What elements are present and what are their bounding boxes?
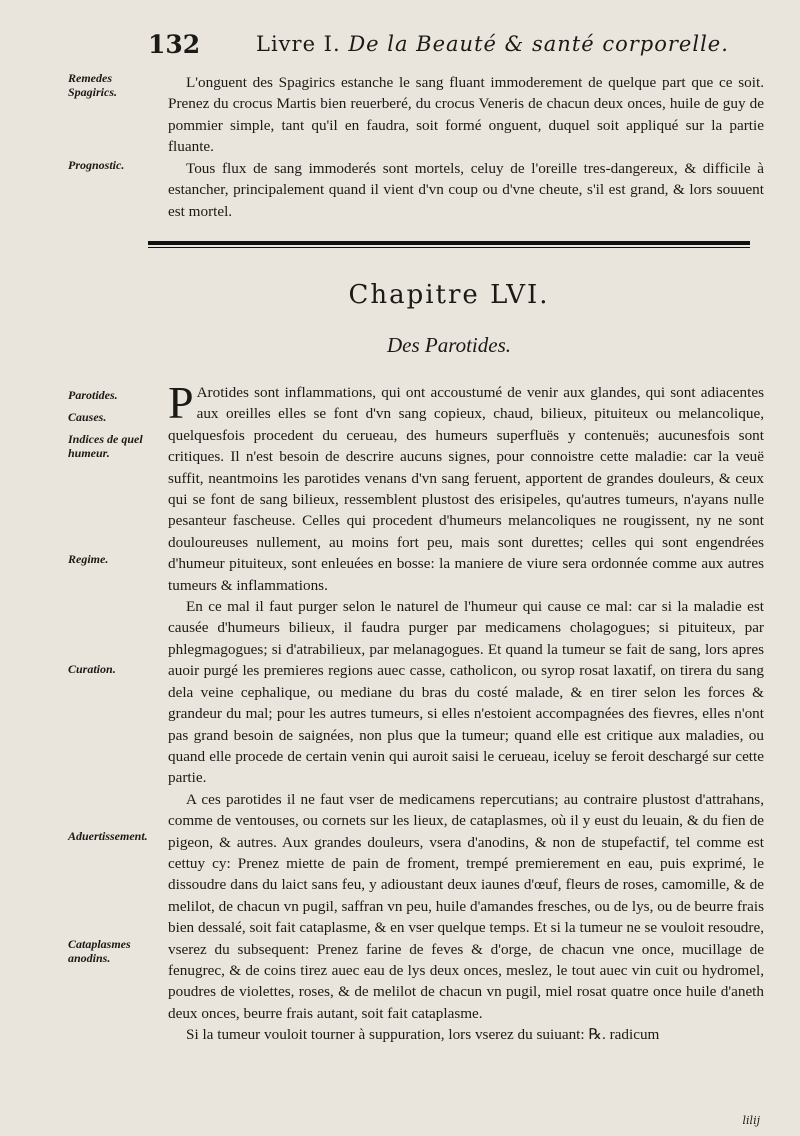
- section-rule-thin: [148, 247, 750, 248]
- chapter-title: Chapitre LVI.: [348, 280, 550, 310]
- paragraph-remedes-text: L'onguent des Spagirics estanche le sang fluant immoderement de quelque part que ce soit. Prenez du crocus Martis bien reuerberé, du crocus Veneris de chacun deux onces, huile de guy de pommier simple, tant qu'il en faudra, soit formé onguent, duquel soit appliqué sur la partie fluante.: [168, 74, 764, 156]
- chapter-subtitle: Des Parotides.: [386, 333, 512, 357]
- paragraph-prognostic-text: Tous flux de sang immoderés sont mortels, celuy de l'oreille tres-dangereux, & difficile à estancher, principalement quand il vient d'vn coup ou d'vne cheute, s'il est grand, & lors souuent est mortel.: [168, 160, 764, 220]
- paragraph-remedes: [168, 72, 764, 158]
- running-title-subject: De la Beauté & santé corporelle.: [348, 32, 729, 56]
- margin-note-cataplasmes: Cataplasmes anodins.: [68, 937, 131, 965]
- margin-note-parotides: Parotides.: [68, 388, 118, 402]
- section-rule: [148, 241, 750, 245]
- margin-note-regime: Regime.: [68, 552, 109, 566]
- margin-note-indices: Indices de quel humeur.: [68, 432, 143, 460]
- margin-note-curation: Curation.: [68, 662, 116, 676]
- paragraph-suppuration: Si la tumeur vouloit tourner à suppuration, lors vserez du suiuant: ℞. radicum: [186, 1026, 660, 1044]
- margin-note-aduertissement: Aduertissement.: [68, 829, 148, 843]
- page-number: 132: [148, 30, 201, 59]
- chapter-body: [168, 377, 764, 1046]
- running-title: [256, 32, 729, 56]
- margin-note-remedes: Remedes Spagirics.: [68, 71, 118, 99]
- drop-cap: P: [168, 377, 194, 428]
- paragraph-curation: En ce mal il faut purger selon le naturel de l'humeur qui cause ce mal: car si la maladie est causée d'humeurs bilieux, il faudra purger par medicamens cholagogues; si pituiteux, par phlegmagogues; si d'atrabilieux, par melanagogues. Et quand la tumeur se fait de sang, lors apres auoir purgé les premieres regions auec casse, catholicon, ou syrop rosat laxatif, on tirera du sang dela veine cephalique, ou mediane du bras du costé malade, & en tirer selon les forces & grandeur du mal; pour les autres tumeurs, si elles n'estoient accompagnées des fievres, elles n'ont pas grand besoin de saignées, non plus que la tumeur; quand elle est critique aux maladies, ou quand elle procede de certain venin qui auroit saisi le cerueau, iceluy se feroit deschargé sur cette partie.: [168, 598, 764, 787]
- paragraph-aduertissement: A ces parotides il ne faut vser de medicamens repercutians; au contraire plustost d'attrahans, comme de ventouses, ou cornets sur les lieux, de cataplasmes, où il y eust du leuain, & du fien de pigeon, & autres. Aux grandes douleurs, vsera d'anodins, & non de stupefactif, tel comme est cettuy cy: Prenez miette de pain de froment, trempé premierement en eau, puis exprimé, le dissoudre dans du laict sans feu, y adioustant deux iaunes d'œuf, fleurs de roses, camomille, & de melilot, de chacun vn pugil, saffran vn peu, huile d'amandes fresches, ou de lys, ou de beurre frais bien dessalé, soit fait cataplasme, & en vser quelque temps. Et si la tumeur ne se vouloit resoudre, vserez du subsequent: Prenez farine de feves & d'orge, de chacun vne once, mucillage de fenugrec, & de coins tirez auec eau de lys deux onces, meslez, le tout auec vin cuit ou hydromel, poudres de violettes, roses, & de melilot de chacun vn pugil, miel rosat quatre once huile d'aneth deux onces, beurre frais autant, soit fait cataplasme.: [168, 790, 764, 1022]
- paragraph-prognostic: [168, 158, 764, 222]
- running-title-book: Livre I.: [256, 32, 341, 56]
- paragraph-definition: [168, 377, 764, 596]
- margin-note-prognostic: Prognostic.: [68, 158, 125, 172]
- paragraph-definition-text: Arotides sont inflammations, qui ont accoustumé de venir aux glandes, qui sont adiacentes aux oreilles elles se font d'vn sang copieux, chaud, bilieux, pituiteux ou melancolique, quelquesfois procedent du cerueau, des humeurs superfluës y contenuës; aucunesfois sont critiques. Il n'est besoin de descrire aucuns signes, pour connoistre cette maladie: car la veuë suffit, neantmoins les parotides venans d'vn sang feruent, apportent de grandes douleurs, & ceux qui se font de sang bilieux, ressemblent plustost des erisipeles, qu'autres tumeurs, n'ayans nulle pesanteur fascheuse. Celles qui procedent d'humeurs melancoliques ne rougissent, ny ne sont douloureuses nullement, au moins fort peu, mais sont durettes; celles qui sont engendrées d'humeur pituiteux, sont enleuées en bosse: la maniere de viure sera ordonnée comme aux autres tumeurs & inflammations.: [168, 384, 764, 594]
- margin-note-causes: Causes.: [68, 410, 107, 424]
- catchword: lilij: [742, 1114, 760, 1127]
- running-head: [148, 30, 729, 66]
